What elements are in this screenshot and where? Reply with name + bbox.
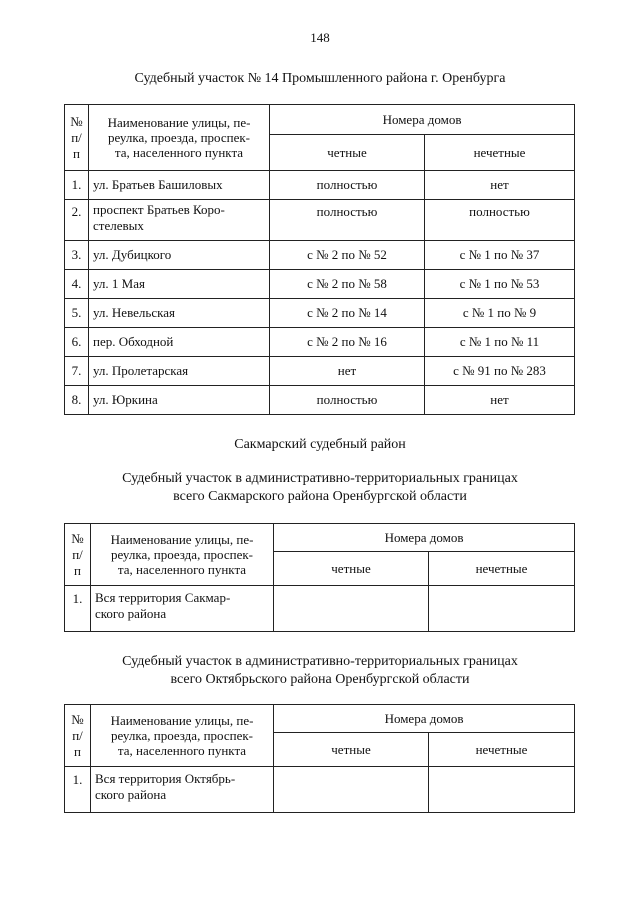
odd-houses: с № 1 по № 37 [425, 241, 575, 270]
table-row [65, 357, 575, 386]
table-row [65, 328, 575, 357]
page-number: 148 [310, 30, 330, 45]
odd-houses: с № 1 по № 53 [425, 270, 575, 299]
street-name: ул. Невельская [89, 299, 270, 328]
even-houses: полностью [270, 386, 425, 415]
odd-houses [429, 586, 575, 632]
header-num: № п/п [65, 705, 91, 767]
header-street-name: Наименование улицы, пе- реулка, проезда, проспек- та, населенного пункта [91, 524, 274, 586]
table-row [65, 241, 575, 270]
header-street-name: Наименование улицы, пе- реулка, проезда, проспек- та, населенного пункта [89, 105, 270, 171]
header-even: четные [270, 135, 425, 171]
odd-houses: полностью [425, 200, 575, 241]
section-2-title-line-2: всего Сакмарского района Оренбургской области [173, 489, 467, 504]
even-houses: с № 2 по № 58 [270, 270, 425, 299]
street-name: Вся территория Сакмар- ского района [91, 586, 274, 632]
header-odd: нечетные [429, 552, 575, 586]
odd-houses: с № 1 по № 11 [425, 328, 575, 357]
street-name: ул. 1 Мая [89, 270, 270, 299]
odd-houses [429, 767, 575, 813]
table-row [65, 299, 575, 328]
street-name: пер. Обходной [89, 328, 270, 357]
row-number: 5. [65, 299, 89, 328]
header-even: четные [274, 552, 429, 586]
section-1-title: Судебный участок № 14 Промышленного района г. Оренбурга [134, 71, 506, 86]
street-name: проспект Братьев Коро- стелевых [89, 200, 270, 241]
header-street-name: Наименование улицы, пе- реулка, проезда, проспек- та, населенного пункта [91, 705, 274, 767]
table-row [65, 386, 575, 415]
table-row [65, 767, 575, 813]
row-number: 7. [65, 357, 89, 386]
odd-houses: нет [425, 386, 575, 415]
row-number: 8. [65, 386, 89, 415]
section-2-table [64, 523, 575, 632]
section-1-table [64, 104, 575, 415]
even-houses: полностью [270, 200, 425, 241]
odd-houses: с № 1 по № 9 [425, 299, 575, 328]
row-number: 3. [65, 241, 89, 270]
even-houses: нет [270, 357, 425, 386]
even-houses: с № 2 по № 52 [270, 241, 425, 270]
section-2-title-line-1: Судебный участок в административно-территориальных границах [122, 471, 518, 486]
table-row [65, 270, 575, 299]
section-3-title-line-1: Судебный участок в административно-территориальных границах [122, 654, 518, 669]
even-houses: полностью [270, 171, 425, 200]
header-house-numbers: Номера домов [270, 105, 575, 135]
row-number: 1. [65, 586, 91, 632]
table-row [65, 586, 575, 632]
even-houses [274, 767, 429, 813]
street-name: ул. Братьев Башиловых [89, 171, 270, 200]
row-number: 6. [65, 328, 89, 357]
row-number: 1. [65, 767, 91, 813]
odd-houses: нет [425, 171, 575, 200]
header-num: № п/п [65, 105, 89, 171]
row-number: 1. [65, 171, 89, 200]
street-name: ул. Юркина [89, 386, 270, 415]
district-title: Сакмарский судебный район [234, 437, 406, 452]
odd-houses: с № 91 по № 283 [425, 357, 575, 386]
even-houses: с № 2 по № 14 [270, 299, 425, 328]
header-house-numbers: Номера домов [274, 524, 575, 552]
header-odd: нечетные [429, 733, 575, 767]
table-row [65, 171, 575, 200]
row-number: 4. [65, 270, 89, 299]
table-row [65, 200, 575, 241]
even-houses [274, 586, 429, 632]
header-num: № п/п [65, 524, 91, 586]
header-even: четные [274, 733, 429, 767]
header-odd: нечетные [425, 135, 575, 171]
section-3-table [64, 704, 575, 813]
street-name: ул. Пролетарская [89, 357, 270, 386]
street-name: ул. Дубицкого [89, 241, 270, 270]
header-house-numbers: Номера домов [274, 705, 575, 733]
even-houses: с № 2 по № 16 [270, 328, 425, 357]
street-name: Вся территория Октябрь- ского района [91, 767, 274, 813]
section-3-title-line-2: всего Октябрьского района Оренбургской области [170, 672, 470, 687]
row-number: 2. [65, 200, 89, 241]
